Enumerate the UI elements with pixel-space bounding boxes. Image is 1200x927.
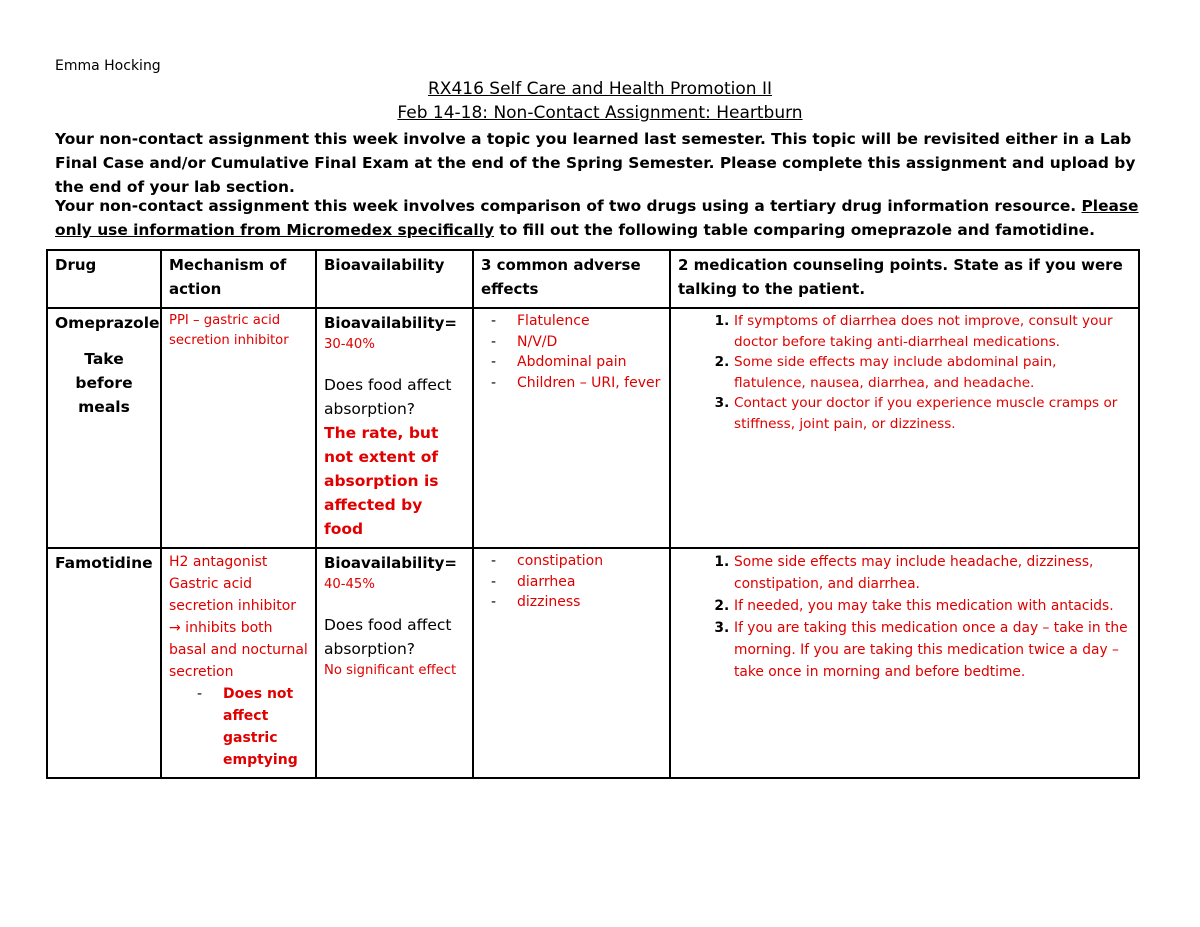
- drug-note: Take before meals: [75, 350, 133, 416]
- cell-drug-famotidine: [47, 548, 161, 778]
- mechanism-sublist: [169, 683, 308, 771]
- cell-counseling-omeprazole: [670, 308, 1139, 548]
- bio-value: 30-40%: [324, 337, 375, 352]
- counseling-list: [678, 551, 1131, 683]
- list-item: 2. If needed, you may take this medication with antacids.: [734, 595, 1131, 617]
- cell-counseling-famotidine: [670, 548, 1139, 778]
- mechanism-text: PPI – gastric acid secretion inhibitor: [169, 313, 289, 348]
- food-question: Does food affect absorption?: [324, 616, 452, 658]
- cell-bioavailability-famotidine: [316, 548, 473, 778]
- author-name: Emma Hocking: [55, 58, 161, 74]
- cell-adverse-omeprazole: [473, 308, 670, 548]
- drug-name: Famotidine: [55, 554, 153, 572]
- food-answer: The rate, but not extent of absorption is affected by food: [324, 424, 439, 538]
- assignment-title: Feb 14-18: Non-Contact Assignment: Heartburn: [397, 103, 803, 123]
- drug-comparison-table: [46, 249, 1140, 779]
- counseling-list: [678, 311, 1131, 434]
- list-item: - dizziness: [517, 592, 662, 613]
- list-item: - Children – URI, fever: [517, 373, 662, 394]
- drug-name: Omeprazole: [55, 314, 160, 332]
- food-answer: No significant effect: [324, 663, 457, 678]
- adverse-list: [481, 551, 662, 613]
- bio-value: 40-45%: [324, 577, 375, 592]
- table-row-famotidine: [47, 548, 1139, 778]
- intro-paragraph-1: Your non-contact assignment this week involve a topic you learned last semester. This topic will be revisited either in a Lab Final Case and/or Cumulative Final Exam at the end of the Spring Semester. Please complete this assignment and upload by the end of your lab section.: [55, 130, 1136, 196]
- list-item: - constipation: [517, 551, 662, 572]
- list-item: 3. Contact your doctor if you experience muscle cramps or stiffness, joint pain, or dizziness.: [734, 393, 1131, 434]
- list-item: 3. If you are taking this medication once a day – take in the morning. If you are taking this medication twice a day – take once in morning and before bedtime.: [734, 617, 1131, 683]
- adverse-list: [481, 311, 662, 393]
- header-bioavailability: Bioavailability: [316, 250, 473, 308]
- list-item: - Abdominal pain: [517, 352, 662, 373]
- list-item: - Flatulence: [517, 311, 662, 332]
- course-title: RX416 Self Care and Health Promotion II: [428, 79, 772, 99]
- table-header-row: [47, 250, 1139, 308]
- intro2-text-a: Your non-contact assignment this week involves comparison of two drugs using a tertiary drug information resource.: [55, 197, 1082, 215]
- cell-bioavailability-omeprazole: [316, 308, 473, 548]
- cell-drug-omeprazole: [47, 308, 161, 548]
- header-adverse-effects: 3 common adverse effects: [473, 250, 670, 308]
- list-item: 1. Some side effects may include headache, dizziness, constipation, and diarrhea.: [734, 551, 1131, 595]
- list-item: - N/V/D: [517, 332, 662, 353]
- list-item: - Does not affect gastric emptying: [223, 683, 308, 771]
- intro2-emphasis: Please only use information from Micromedex specifically: [55, 197, 1139, 239]
- header-mechanism: Mechanism of action: [161, 250, 316, 308]
- mechanism-text: H2 antagonist Gastric acid secretion inhibitor → inhibits both basal and nocturnal secretion: [169, 554, 308, 680]
- cell-mechanism-omeprazole: [161, 308, 316, 548]
- bio-label: Bioavailability=: [324, 314, 457, 332]
- food-question: Does food affect absorption?: [324, 376, 452, 418]
- list-item: 1. If symptoms of diarrhea does not improve, consult your doctor before taking anti-diarrheal medications.: [734, 311, 1131, 352]
- cell-mechanism-famotidine: [161, 548, 316, 778]
- list-item: - diarrhea: [517, 572, 662, 593]
- bio-label: Bioavailability=: [324, 554, 457, 572]
- cell-adverse-famotidine: [473, 548, 670, 778]
- list-item: 2. Some side effects may include abdominal pain, flatulence, nausea, diarrhea, and headache.: [734, 352, 1131, 393]
- header-counseling: 2 medication counseling points. State as if you were talking to the patient.: [670, 250, 1139, 308]
- intro2-text-c: to fill out the following table comparing omeprazole and famotidine.: [494, 221, 1095, 239]
- table-row-omeprazole: [47, 308, 1139, 548]
- header-drug: Drug: [47, 250, 161, 308]
- intro-paragraph-2: [55, 194, 1145, 242]
